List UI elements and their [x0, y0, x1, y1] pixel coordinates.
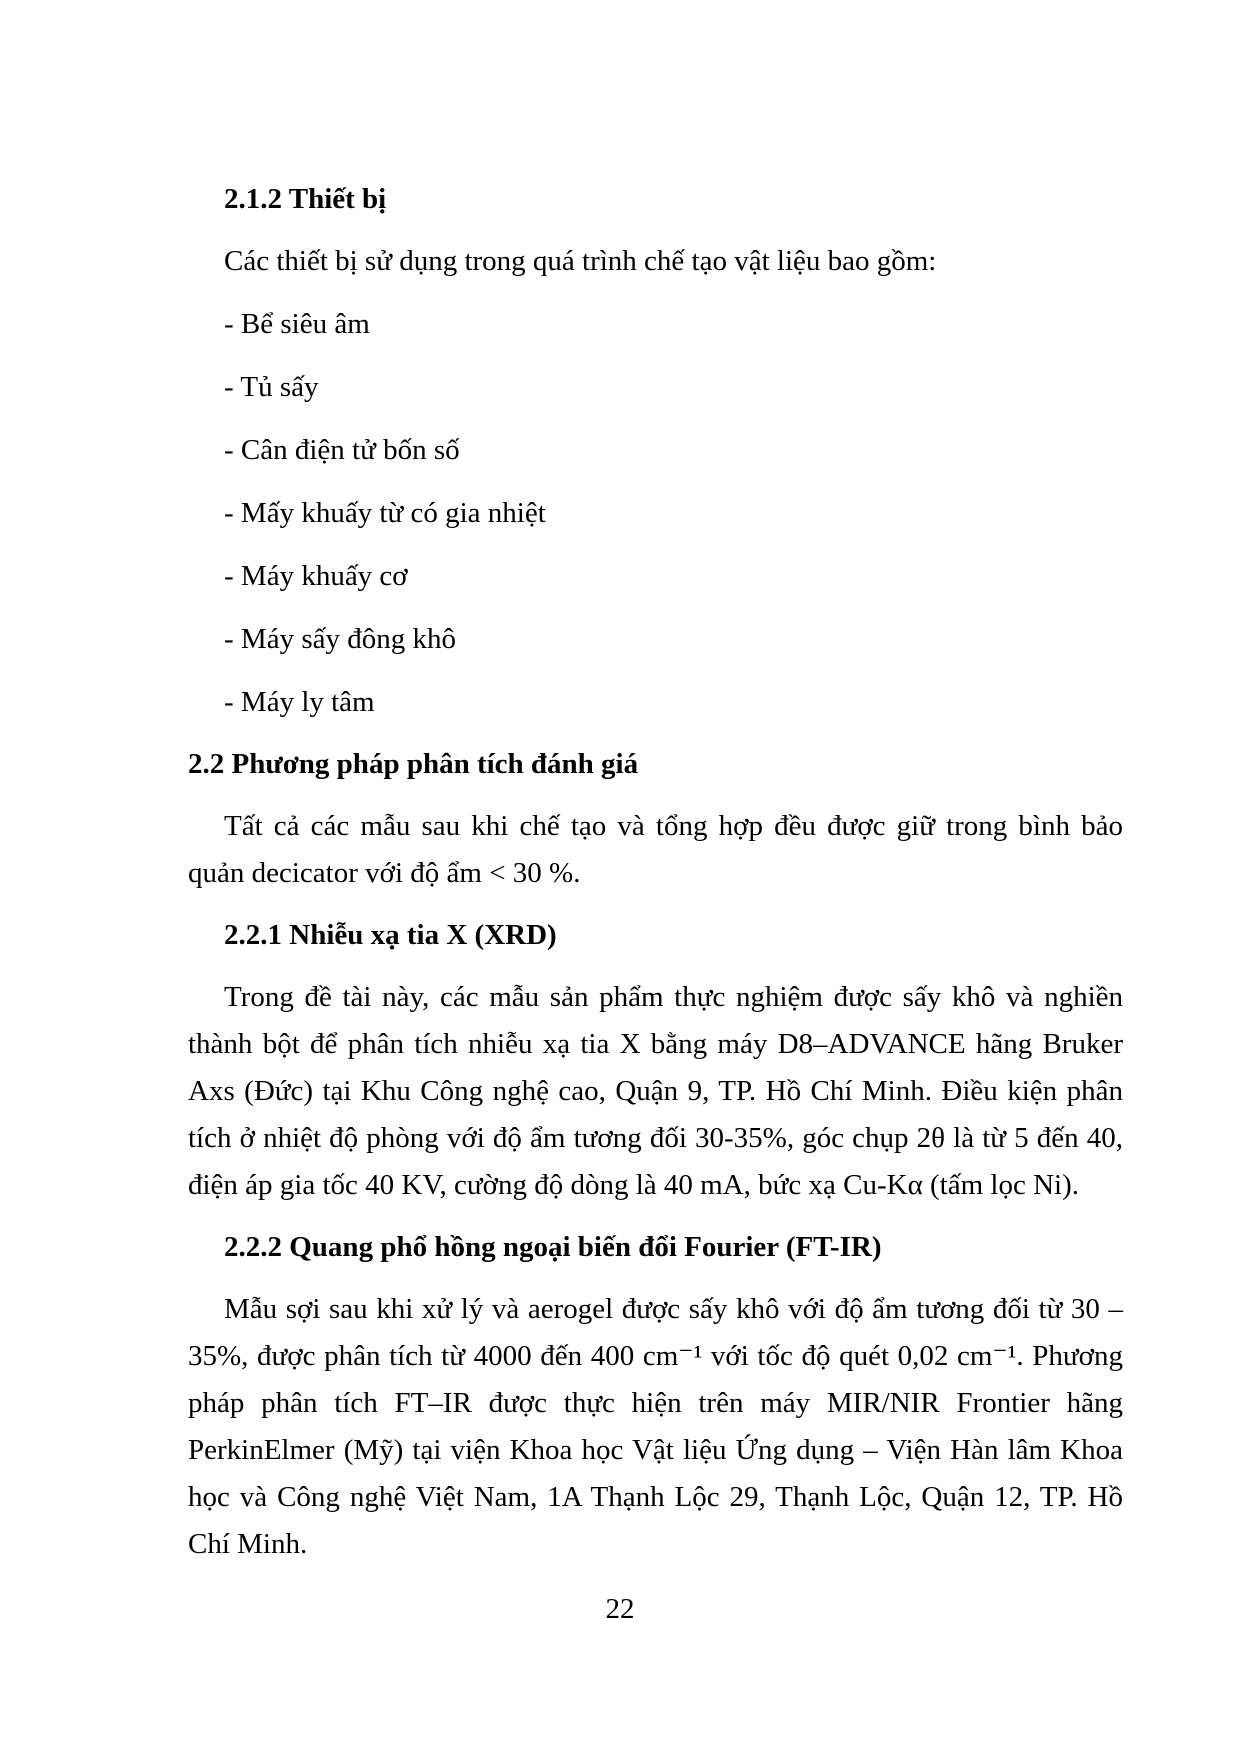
list-item-equipment: - Máy sấy đông khô: [224, 623, 456, 655]
page-number: 22: [605, 1593, 635, 1625]
section-heading-2-2-2: 2.2.2 Quang phổ hồng ngoại biến đổi Fourier (FT-IR): [224, 1231, 882, 1263]
list-item-equipment: - Bể siêu âm: [224, 308, 370, 340]
section-heading-2-2: 2.2 Phương pháp phân tích đánh giá: [188, 748, 639, 780]
paragraph-ftir-method: Mẫu sợi sau khi xử lý và aerogel được sấy khô với độ ẩm tương đối từ 30 – 35%, được phân tích từ 4000 đến 400 cm⁻¹ với tốc độ quét 0,02 cm⁻¹. Phương pháp phân tích FT–IR được thực hiện trên máy MIR/NIR Frontier hãng PerkinElmer (Mỹ) tại viện Khoa học Vật liệu Ứng dụng – Viện Hàn lâm Khoa học và Công nghệ Việt Nam, 1A Thạnh Lộc 29, Thạnh Lộc, Quận 12, TP. Hồ Chí Minh.: [188, 1293, 1123, 1560]
paragraph-sample-preservation: Tất cả các mẫu sau khi chế tạo và tổng hợp đều được giữ trong bình bảo quản decicator với độ ẩm < 30 %.: [188, 810, 1123, 889]
list-item-equipment: - Máy ly tâm: [224, 686, 375, 718]
list-item-equipment: - Cân điện tử bốn số: [224, 434, 460, 466]
list-item-equipment: - Tủ sấy: [224, 371, 319, 403]
paragraph-equipment-intro: Các thiết bị sử dụng trong quá trình chế tạo vật liệu bao gồm:: [224, 245, 937, 277]
paragraph-xrd-method: Trong đề tài này, các mẫu sản phẩm thực nghiệm được sấy khô và nghiền thành bột để phân tích nhiễu xạ tia X bằng máy D8–ADVANCE hãng Bruker Axs (Đức) tại Khu Công nghệ cao, Quận 9, TP. Hồ Chí Minh. Điều kiện phân tích ở nhiệt độ phòng với độ ẩm tương đối 30-35%, góc chụp 2θ là từ 5 đến 40, điện áp gia tốc 40 KV, cường độ dòng là 40 mA, bức xạ Cu-Kα (tấm lọc Ni).: [188, 981, 1123, 1201]
list-item-equipment: - Máy khuấy cơ: [224, 560, 408, 592]
section-heading-2-1-2: 2.1.2 Thiết bị: [224, 183, 387, 215]
list-item-equipment: - Mấy khuấy từ có gia nhiệt: [224, 497, 546, 529]
section-heading-2-2-1: 2.2.1 Nhiễu xạ tia X (XRD): [224, 919, 557, 951]
